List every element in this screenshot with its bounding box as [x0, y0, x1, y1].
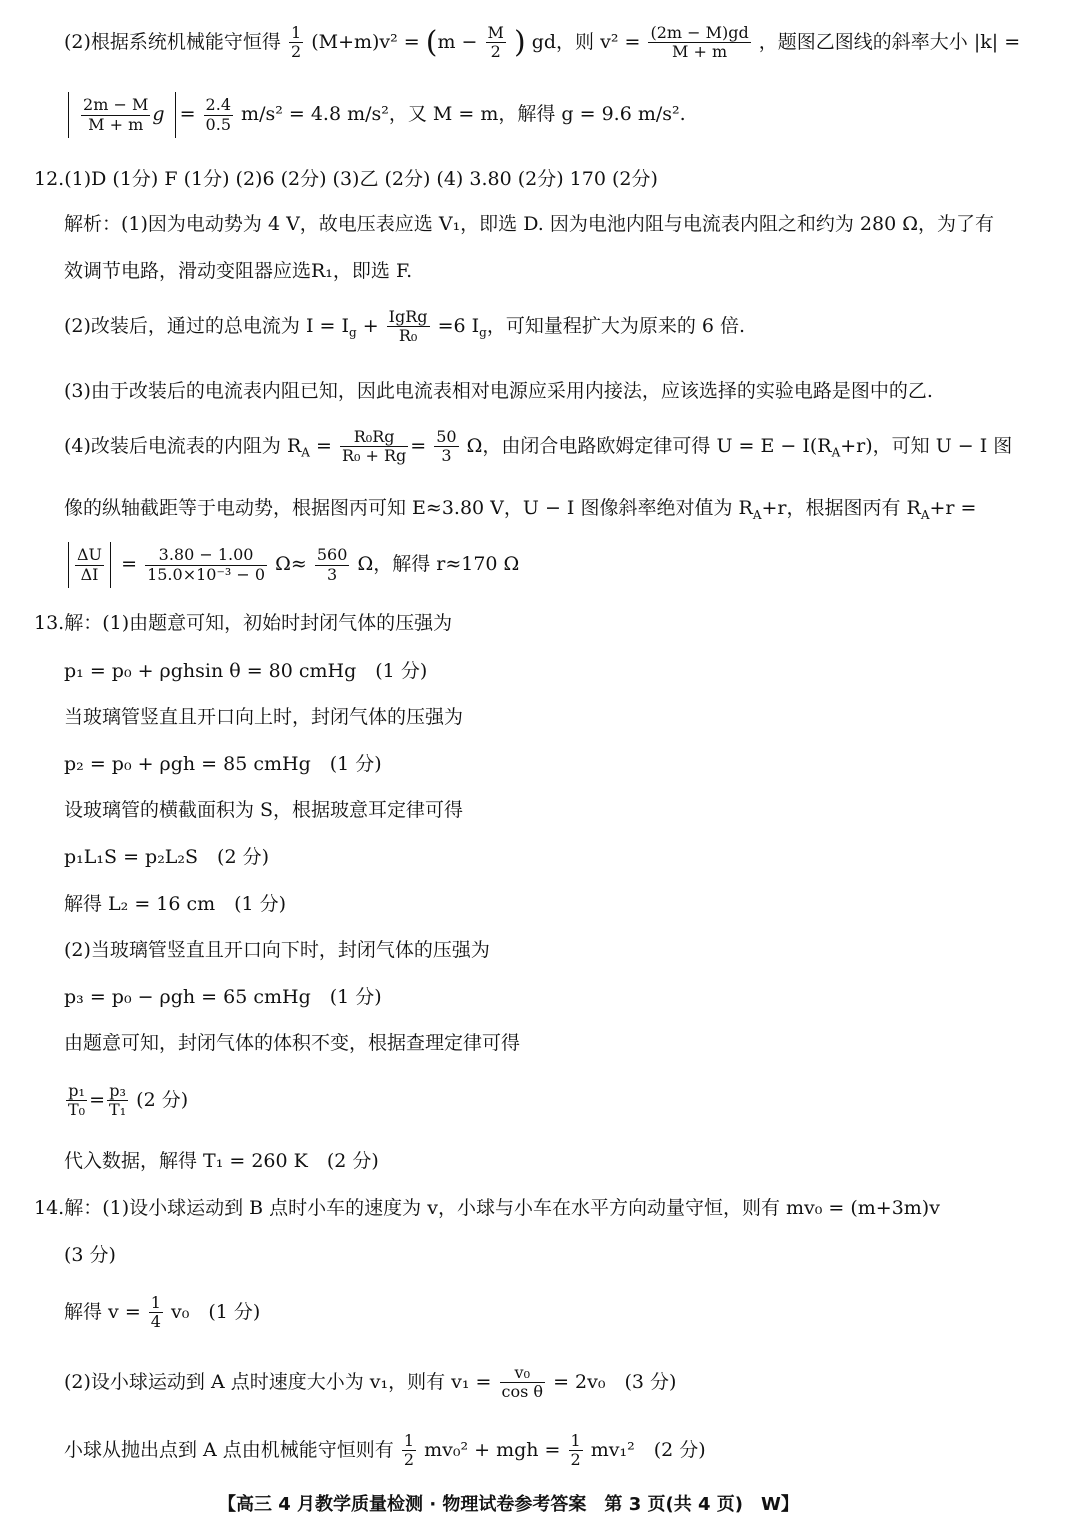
fraction: $\frac{560}{3}$ [316, 545, 348, 584]
q14-step-2: 解得 v = $\frac{1}{4}$ v₀ (1 分) [64, 1293, 261, 1332]
q13-step-11: 代入数据，解得 T₁ = 260 K (2 分) [64, 1150, 379, 1172]
q13-step-3: p₂ = p₀ + ρgh = 85 cmHg (1 分) [64, 753, 382, 775]
q13-step-6: 解得 L₂ = 16 cm (1 分) [64, 893, 287, 915]
eq-slope-value: $\frac{2m - M}{M + m}$ g = $\frac{2.4}{0.5}$ m/s² = 4.8 m/s²，又 M = m，解得 g = 9.6 m/s². [64, 92, 686, 138]
fraction: $\frac{50}{3}$ [436, 427, 457, 466]
fraction: $\frac{\Delta U}{\Delta I}$ [77, 545, 103, 584]
q14-step-3: (2)设小球运动到 A 点时速度大小为 v₁，则有 v₁ = $\frac{\text{v₀}}{\text{cos θ}}$ = 2v₀ (3 分) [64, 1363, 677, 1402]
q12-explain-5: (4)改装后电流表的内阻为 $R_A$ = $\frac{\text{R₀Rg}}{\text{R₀ + Rg}}$ = $\frac{50}{3}$ Ω，由闭合电路欧姆定律可得 $U = E - I(R_A+r)$，可知 U − I 图 [64, 427, 1013, 466]
q12-explain-1: 解析：(1)因为电动势为 4 V，故电压表应选 V₁，即选 D. 因为电池内阻与电流表内阻之和约为 280 Ω，为了有 [64, 213, 994, 235]
q12-explain-7: $\frac{\Delta U}{\Delta I}$ = $\frac{3.80 - 1.00}{\text{15.0×10⁻³ − 0}}$ Ω≈ $\frac{560}{3}$ Ω，解得 r≈170 Ω [64, 542, 519, 588]
fraction: $\frac{1}{2}$ [570, 1431, 581, 1470]
fraction: $\frac{\text{IgRg}}{\text{R₀}}$ [388, 307, 428, 346]
q12-answers: 12.(1)D (1分) F (1分) (2)6 (2分) (3)乙 (2分) (4) 3.80 (2分) 170 (2分) [34, 168, 658, 190]
fraction: $\frac{\text{p₁}}{\text{T₀}}$ [68, 1081, 86, 1120]
q13-step-10: $\frac{\text{p₁}}{\text{T₀}}$ = $\frac{\text{p₃}}{\text{T₁}}$ (2 分) [68, 1081, 189, 1120]
q12-explain-6: 像的纵轴截距等于电动势，根据图丙可知 E≈3.80 V，U − I 图像斜率绝对值为 $R_A+r$，根据图丙有 $R_A+r$ = [64, 497, 977, 522]
q13-step-8: p₃ = p₀ − ρgh = 65 cmHg (1 分) [64, 986, 382, 1008]
fraction: $\frac{2.4}{0.5}$ [205, 95, 231, 134]
q13-step-9: 由题意可知，封闭气体的体积不变，根据查理定律可得 [64, 1032, 521, 1054]
fraction: $\frac{M}{2}$ [487, 23, 504, 62]
q14-step-1: (3 分) [64, 1244, 116, 1266]
fraction: $\frac{2m - M}{M + m}$ [83, 95, 149, 134]
q14-step-4: 小球从抛出点到 A 点由机械能守恒则有 $\frac{1}{2}$ mv₀² + mgh = $\frac{1}{2}$ mv₁² (2 分) [64, 1431, 706, 1470]
fraction: $\frac{1}{2}$ [403, 1431, 415, 1470]
page-footer: 【高三 4 月教学质量检测 · 物理试卷参考答案 第 3 页(共 4 页) W】 [218, 1494, 799, 1515]
fraction: $\frac{3.80 - 1.00}{\text{15.0×10⁻³ − 0}}$ [147, 545, 266, 584]
fraction: $\frac{\text{R₀Rg}}{\text{R₀ + Rg}}$ [341, 427, 407, 466]
fraction: $\frac{\text{p₃}}{\text{T₁}}$ [109, 1081, 127, 1120]
q13-step-1: p₁ = p₀ + ρghsin θ = 80 cmHg (1 分) [64, 660, 428, 682]
q12-explain-3: (2)改装后，通过的总电流为 $I = I_g$ + $\frac{\text{IgRg}}{\text{R₀}}$ =6 $I_g$，可知量程扩大为原来的 6 倍. [64, 307, 746, 346]
q13-intro: 13.解：(1)由题意可知，初始时封闭气体的压强为 [34, 612, 453, 634]
eq-energy-conservation: (2)根据系统机械能守恒得 $\frac{1}{2}$ (M+m)v² = (m − $\frac{M}{2}$ ) gd，则 v² = $\frac{(2m - M)gd}{M + m}$ ，题图乙图线的斜率大小 |k| = [64, 23, 1021, 62]
q13-step-2: 当玻璃管竖直且开口向上时，封闭气体的压强为 [64, 706, 464, 728]
q13-step-4: 设玻璃管的横截面积为 S，根据玻意耳定律可得 [64, 799, 464, 821]
q12-explain-4: (3)由于改装后的电流表内阻已知，因此电流表相对电源应采用内接法，应该选择的实验电路是图中的乙. [64, 380, 933, 402]
q12-explain-2: 效调节电路，滑动变阻器应选R₁，即选 F. [64, 260, 413, 282]
q13-step-7: (2)当玻璃管竖直且开口向下时，封闭气体的压强为 [64, 939, 490, 961]
fraction: $\frac{(2m - M)gd}{M + m}$ [650, 23, 749, 62]
fraction: $\frac{1}{4}$ [150, 1293, 161, 1332]
q14-intro: 14.解：(1)设小球运动到 B 点时小车的速度为 v，小球与小车在水平方向动量守恒，则有 mv₀ = (m+3m)v [34, 1197, 940, 1219]
fraction: $\frac{1}{2}$ [290, 23, 302, 62]
q13-step-5: p₁L₁S = p₂L₂S (2 分) [64, 846, 270, 868]
fraction: $\frac{\text{v₀}}{\text{cos θ}}$ [501, 1363, 544, 1402]
